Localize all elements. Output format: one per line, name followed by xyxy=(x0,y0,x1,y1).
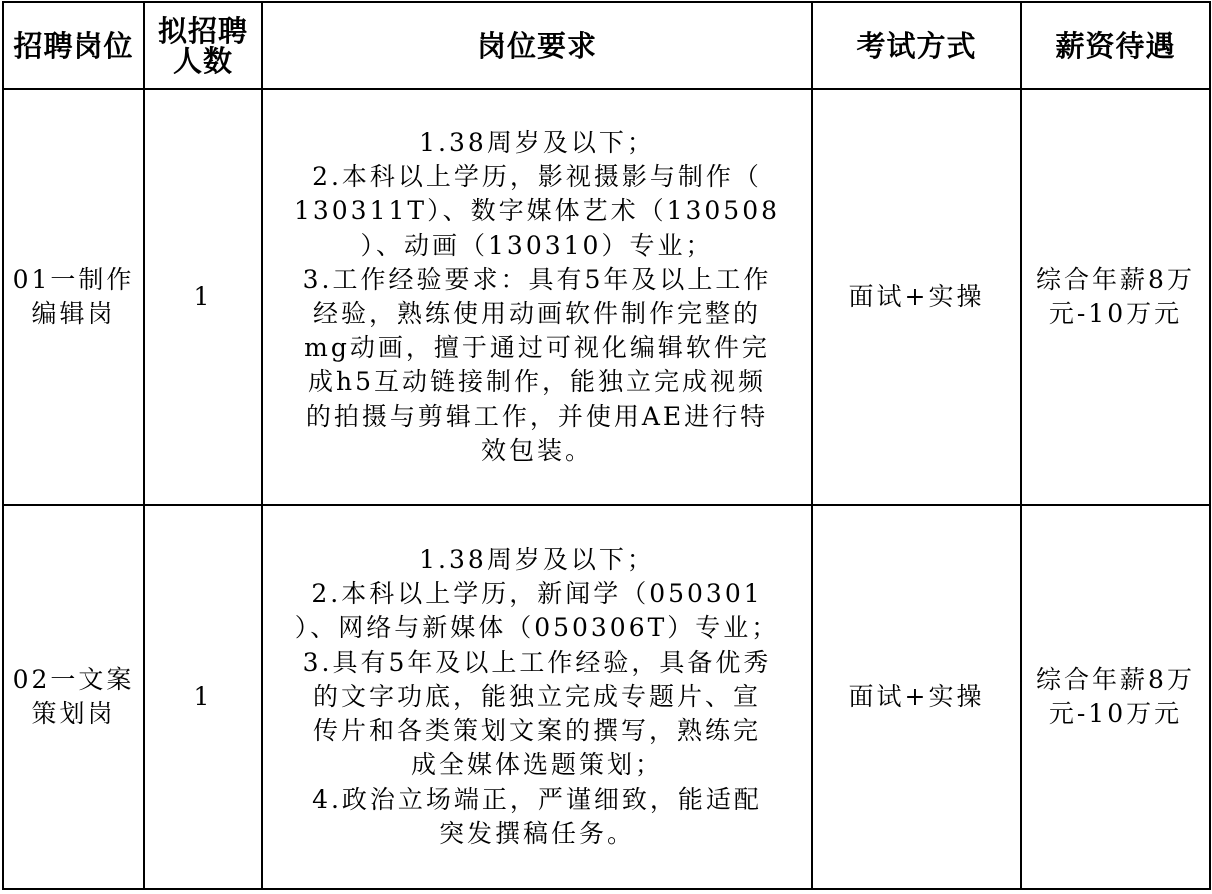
header-count-line2: 人数 xyxy=(172,43,233,78)
count-cell: 1 xyxy=(144,89,262,505)
requirement-line: 2.本科以上学历，影视摄影与制作（ xyxy=(312,162,762,192)
requirement-line: 4.政治立场端正，严谨细致，能适配 xyxy=(312,784,762,814)
header-row xyxy=(3,2,1210,89)
requirement-line: 突发撰稿任务。 xyxy=(438,818,635,848)
count-cell: 1 xyxy=(144,505,262,889)
header-salary: 薪资待遇 xyxy=(1021,2,1210,89)
requirement-line: 的拍摄与剪辑工作，并使用AE进行特 xyxy=(305,401,769,431)
salary-cell xyxy=(1021,89,1210,505)
position-cell xyxy=(3,505,144,889)
requirement-line: 传片和各类策划文案的撰写，熟练完 xyxy=(312,716,761,746)
position-line2: 编辑岗 xyxy=(31,299,116,328)
requirement-line: 效包装。 xyxy=(480,435,593,465)
requirement-line: 成h5互动链接制作，能独立完成视频 xyxy=(307,367,766,397)
requirement-line: 2.本科以上学历，新闻学（050301 xyxy=(311,579,763,609)
position-cell xyxy=(3,89,144,505)
requirement-line: mg动画，擅于通过可视化编辑软件完 xyxy=(304,333,770,363)
header-position: 招聘岗位 xyxy=(3,2,144,89)
position-line1: 02一文案 xyxy=(12,665,135,694)
requirement-line: 3.工作经验要求：具有5年及以上工作 xyxy=(302,264,772,294)
table-row xyxy=(3,505,1210,889)
position-line2: 策划岗 xyxy=(31,699,116,728)
salary-line2: 元-10万元 xyxy=(1048,299,1183,328)
requirement-line: ）、动画（130310）专业； xyxy=(360,230,714,260)
requirements-cell xyxy=(262,89,812,505)
requirement-line: 1.38周岁及以下； xyxy=(419,127,655,157)
table-row xyxy=(3,89,1210,505)
requirement-line: 的文字功底，能独立完成专题片、宣 xyxy=(312,681,761,711)
requirement-line: ）、网络与新媒体（050306T）专业； xyxy=(294,613,780,643)
requirement-line: 130311T）、数字媒体艺术（130508 xyxy=(293,196,781,226)
requirement-line: 成全媒体选题策划； xyxy=(410,750,663,780)
requirement-line: 1.38周岁及以下； xyxy=(419,545,655,575)
header-count-line1: 拟招聘 xyxy=(157,13,248,48)
salary-cell xyxy=(1021,505,1210,889)
recruitment-table xyxy=(2,1,1211,890)
exam-cell: 面试+实操 xyxy=(812,89,1021,505)
requirement-line: 3.具有5年及以上工作经验，具备优秀 xyxy=(302,647,772,677)
exam-cell: 面试+实操 xyxy=(812,505,1021,889)
requirement-line: 经验，熟练使用动画软件制作完整的 xyxy=(312,299,761,328)
salary-line1: 综合年薪8万 xyxy=(1036,665,1195,694)
header-count xyxy=(144,2,262,89)
position-line1: 01一制作 xyxy=(12,265,135,294)
header-exam: 考试方式 xyxy=(812,2,1021,89)
salary-line1: 综合年薪8万 xyxy=(1036,265,1195,294)
header-requirements: 岗位要求 xyxy=(262,2,812,89)
salary-line2: 元-10万元 xyxy=(1048,699,1183,728)
requirements-cell xyxy=(262,505,812,889)
